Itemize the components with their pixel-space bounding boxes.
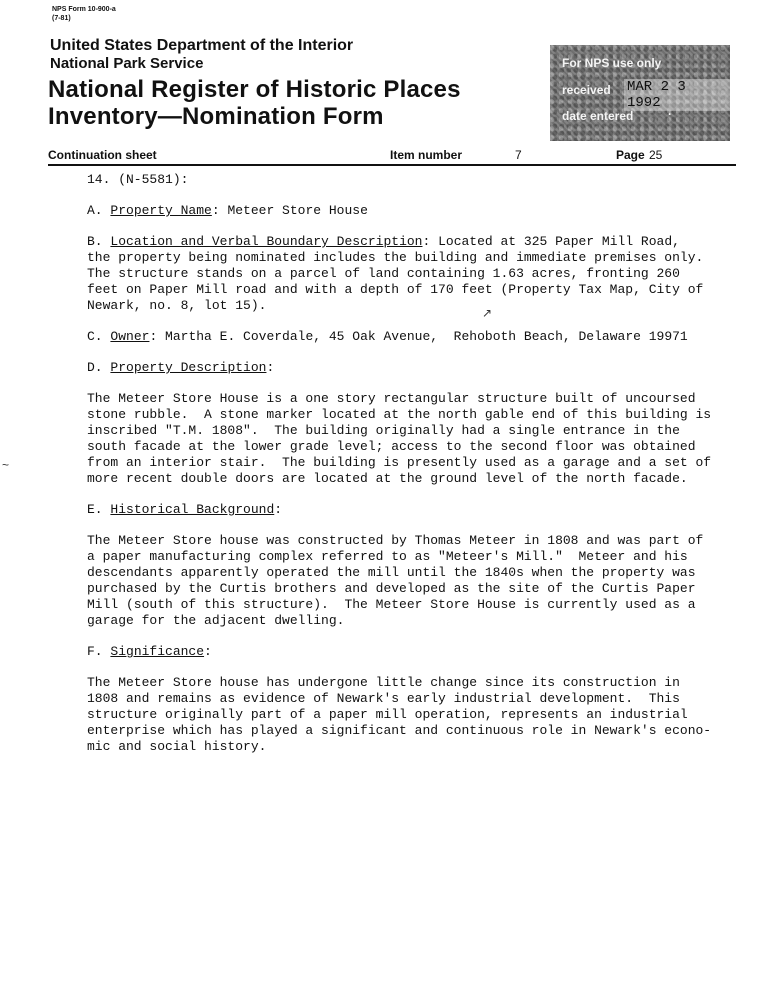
significance-label: Significance [110, 644, 205, 659]
form-title-line-1: National Register of Historic Places [48, 76, 461, 103]
form-revision: (7-81) [52, 15, 71, 22]
section-f-prefix: F. [87, 644, 103, 659]
historical-background-label: Historical Background [110, 502, 275, 517]
owner-label: Owner [110, 329, 150, 344]
section-b-prefix: B. [87, 234, 103, 249]
continuation-sheet-label: Continuation sheet [48, 148, 157, 162]
department-name: United States Department of the Interior [50, 37, 354, 54]
significance-text: The Meteer Store house has undergone little change since its construction in 1808 and remains as evidence of Newark's early industrial development. This structure originally part of a paper mill operation, represents an industrial enterprise which has played a significant and continuous role in Newark's econo- mic and social history. [87, 675, 712, 754]
section-f-colon: : [204, 644, 212, 659]
item-number-value: 7 [515, 148, 522, 162]
owner-value: : Martha E. Coverdale, 45 Oak Avenue, Rehoboth Beach, Delaware 19971 [149, 329, 688, 344]
section-e-colon: : [274, 502, 283, 517]
section-f-heading [87, 644, 727, 660]
form-number: NPS Form 10-900-a [52, 6, 116, 13]
section-d-colon: : [266, 360, 275, 375]
received-label: received [562, 83, 611, 97]
section-b [87, 234, 727, 314]
margin-scan-mark: ~ [2, 458, 10, 472]
date-entered-label: date entered [562, 109, 634, 123]
property-name-value: : Meteer Store House [211, 203, 368, 218]
historical-background-text: The Meteer Store house was constructed by Thomas Meteer in 1808 and was part of a paper manufacturing complex referred to as "Meteer's Mill." Meteer and his descendants apparently operated the mill until the 1840s when the property was purchased by the Curtis brothers and developed as the site of the Curtis Paper Mill (south of this structure). The Meteer Store House is currently used as a garage for the adjacent dwelling. [87, 533, 704, 628]
section-c [87, 329, 727, 345]
page-number-value: 25 [649, 148, 663, 162]
section-e-heading [87, 502, 727, 518]
section-d-prefix: D. [87, 360, 103, 375]
location-text: : Located at 325 Paper Mill Road, the property being nominated includes the building and immediate premises only. The structure stands on a parcel of land containing 1.63 acres, fronting 260 feet on Paper Mill road and with a depth of 170 feet (Property Tax Map, City of Newark, no. 8, lot 15). [87, 234, 704, 313]
section-d-heading [87, 360, 727, 376]
page-label: Page [616, 148, 645, 162]
location-label: Location and Verbal Boundary Description [110, 234, 423, 249]
service-name: National Park Service [50, 55, 204, 72]
form-identifier [52, 5, 116, 23]
stamp-dot: · [668, 107, 672, 121]
nomination-entry [87, 172, 727, 770]
entry-heading: 14. (N-5581): [87, 172, 189, 187]
property-name-label: Property Name [110, 203, 212, 218]
section-e-prefix: E. [87, 502, 103, 517]
property-description-text: The Meteer Store House is a one story rectangular structure built of uncoursed stone rubble. A stone marker located at the north gable end of this building is inscribed "T.M. 1808". The building originally had a single entrance in the south facade at the lower grade level; access to the second floor was obtained from an interior stair. The building is presently used as a garage and a set of more recent double doors are located at the ground level of the north facade. [87, 391, 712, 486]
header-divider [48, 164, 736, 166]
nps-use-stamp [550, 45, 730, 141]
section-a [87, 203, 727, 219]
form-title-line-2: Inventory—Nomination Form [48, 103, 384, 130]
continuation-header [48, 148, 736, 164]
section-a-prefix: A. [87, 203, 103, 218]
nps-use-only-label: For NPS use only [562, 56, 662, 70]
stray-pen-mark: ↗ [482, 306, 493, 320]
form-title [48, 76, 461, 130]
received-date-stamp: MAR 2 3 1992 [624, 79, 730, 111]
section-c-prefix: C. [87, 329, 103, 344]
property-description-label: Property Description [110, 360, 267, 375]
item-number-label: Item number [390, 148, 463, 162]
